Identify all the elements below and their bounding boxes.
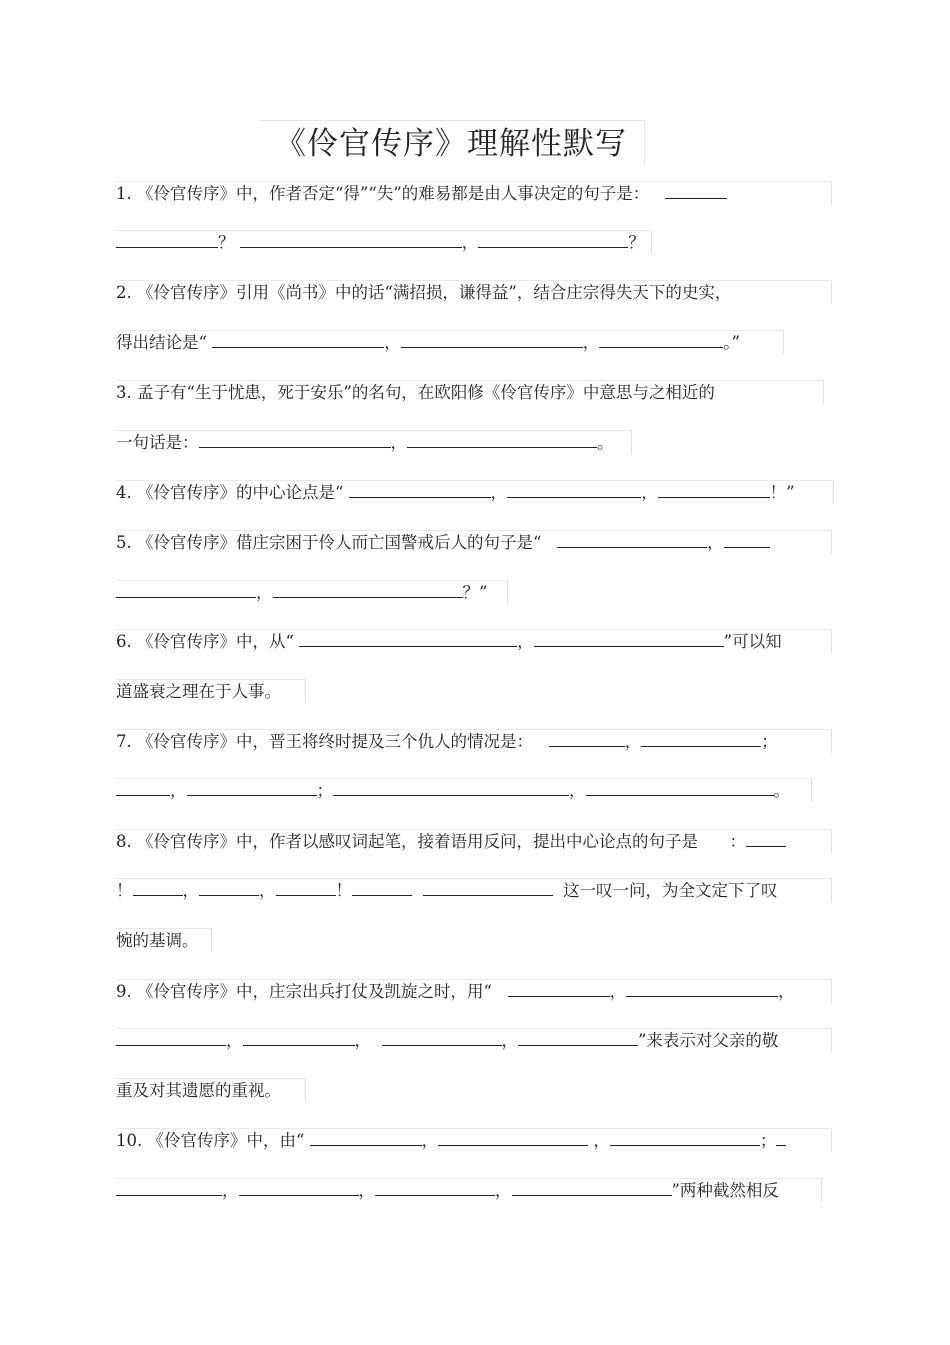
question-text: 得出结论是“ [116, 333, 213, 352]
answer-blank[interactable] [658, 481, 770, 498]
answer-blank[interactable] [508, 980, 610, 997]
answer-blank[interactable] [116, 1179, 222, 1196]
punctuation: 。 [773, 781, 790, 800]
answer-blank[interactable] [212, 331, 384, 348]
punctuation: ； [759, 1131, 777, 1150]
answer-blank[interactable] [133, 879, 183, 896]
answer-blank[interactable] [586, 779, 774, 796]
question-9-line-2 [116, 1028, 832, 1052]
question-text: 7. 《伶官传序》中，晋王将终时提及三个仇人的情况是： [116, 732, 549, 751]
punctuation: ， [624, 732, 642, 751]
answer-blank[interactable] [423, 879, 553, 896]
answer-blank[interactable] [665, 182, 727, 199]
question-text: 5. 《伶官传序》借庄宗困于伶人而亡国警戒后人的句子是“ [116, 533, 558, 552]
punctuation: ， [517, 632, 534, 651]
question-text: ”来表示对父亲的敬 [638, 1031, 779, 1050]
answer-blank[interactable] [273, 581, 463, 598]
punctuation: ， [501, 1031, 518, 1050]
punctuation: ， [569, 781, 586, 800]
punctuation: ， [358, 1181, 375, 1200]
punctuation: ！ [116, 881, 133, 900]
answer-blank[interactable] [518, 1029, 638, 1046]
punctuation: ？” [462, 583, 488, 602]
question-8-line-2 [116, 878, 832, 902]
question-text: 9. 《伶官传序》中，庄宗出兵打仗及凯旋之时，用“ [116, 982, 508, 1001]
answer-blank[interactable] [333, 779, 569, 796]
answer-blank[interactable] [349, 481, 491, 498]
question-10-line-1 [116, 1128, 832, 1152]
question-6-line-2 [116, 679, 306, 703]
answer-blank[interactable] [352, 879, 412, 896]
question-6-line-1 [116, 629, 832, 653]
answer-blank[interactable] [610, 1129, 760, 1146]
answer-blank[interactable] [310, 1129, 422, 1146]
question-5-line-1 [116, 530, 832, 554]
answer-blank[interactable] [557, 531, 707, 548]
punctuation: ， [461, 233, 479, 252]
question-text: 3. 孟子有“生于忧患，死于安乐”的名句，在欧阳修《伶官传序》中意思与之相近的 [116, 383, 715, 402]
punctuation: 。 [597, 433, 614, 452]
answer-blank[interactable] [724, 531, 770, 548]
punctuation: ， [588, 1131, 610, 1150]
answer-blank[interactable] [478, 231, 628, 248]
question-3-line-1 [116, 380, 824, 404]
answer-blank[interactable] [407, 431, 597, 448]
page-title: 《伶官传序》理解性默写 [258, 120, 645, 165]
question-1-line-2 [116, 230, 652, 254]
question-text: ”可以知 [723, 632, 782, 651]
punctuation: ， [707, 533, 724, 552]
punctuation: ？ [628, 233, 645, 252]
punctuation: ， [421, 1131, 439, 1150]
punctuation: ； [316, 781, 333, 800]
question-text: 道盛衰之理在于人事。 [116, 682, 281, 701]
answer-blank[interactable] [641, 730, 761, 747]
question-8-line-1 [116, 829, 832, 853]
answer-blank[interactable] [599, 331, 723, 348]
question-text: 重及对其遗愿的重视。 [116, 1081, 281, 1100]
answer-blank[interactable] [116, 779, 170, 796]
punctuation: ， [182, 881, 199, 900]
question-text: 8. 《伶官传序》中，作者以感叹词起笔，接着语用反问，提出中心论点的句子是 ： [116, 832, 746, 851]
answer-blank[interactable] [116, 581, 256, 598]
question-10-line-2 [116, 1178, 822, 1202]
punctuation: ， [609, 982, 627, 1001]
question-text: 4. 《伶官传序》的中心论点是“ [116, 483, 349, 502]
question-4-line-1 [116, 480, 834, 504]
question-9-line-1 [116, 979, 832, 1003]
punctuation: ， [222, 1181, 239, 1200]
answer-blank[interactable] [401, 331, 583, 348]
question-3-line-2 [116, 430, 632, 454]
punctuation [412, 881, 423, 900]
question-7-line-1 [116, 729, 832, 753]
answer-blank[interactable] [239, 1179, 359, 1196]
question-text: 6. 《伶官传序》中，从“ [116, 632, 300, 651]
answer-blank[interactable] [240, 231, 462, 248]
question-8-line-3 [116, 928, 212, 952]
question-1-line-1 [116, 181, 832, 205]
punctuation: ， [582, 333, 600, 352]
question-2-line-2 [116, 330, 784, 354]
question-text: 1. 《伶官传序》中，作者否定“得”“失”的难易都是由人事决定的句子是： [116, 184, 665, 203]
answer-blank[interactable] [116, 1029, 226, 1046]
question-text: 这一叹一问，为全文定下了叹 [552, 881, 778, 900]
question-text: 惋的基调。 [116, 931, 199, 950]
answer-blank[interactable] [243, 1029, 355, 1046]
punctuation: ， [490, 483, 508, 502]
question-7-line-2 [116, 778, 812, 802]
question-text: ”两种截然相反 [671, 1181, 779, 1200]
question-text: 一句话是： [116, 433, 199, 452]
question-9-line-3 [116, 1078, 306, 1102]
punctuation: ， [641, 483, 658, 502]
punctuation: ； [761, 732, 778, 751]
answer-blank[interactable] [507, 481, 641, 498]
punctuation: ！” [769, 483, 795, 502]
answer-blank[interactable] [375, 1179, 495, 1196]
punctuation: ， [226, 1031, 243, 1050]
answer-blank[interactable] [549, 730, 625, 747]
answer-blank[interactable] [512, 1179, 672, 1196]
answer-blank[interactable] [438, 1129, 588, 1146]
answer-blank[interactable] [187, 779, 317, 796]
punctuation: ， [778, 982, 795, 1001]
punctuation: ， [170, 781, 187, 800]
punctuation: ， [390, 433, 407, 452]
punctuation: ？ [218, 233, 240, 252]
answer-blank[interactable] [299, 630, 517, 647]
answer-blank[interactable] [199, 431, 391, 448]
question-text: 2. 《伶官传序》引用《尚书》中的话“满招损，谦得益”，结合庄宗得失天下的史实， [116, 283, 732, 302]
answer-blank[interactable] [626, 980, 778, 997]
punctuation: ， [259, 881, 276, 900]
answer-blank[interactable] [199, 879, 259, 896]
punctuation: ！ [335, 881, 352, 900]
punctuation: 。” [723, 333, 740, 352]
punctuation: ， [495, 1181, 512, 1200]
punctuation: ， [354, 1031, 382, 1050]
answer-blank[interactable] [746, 830, 786, 847]
answer-blank[interactable] [276, 879, 336, 896]
answer-blank[interactable] [776, 1129, 786, 1146]
answer-blank[interactable] [382, 1029, 502, 1046]
question-text: 10. 《伶官传序》中，由“ [116, 1131, 310, 1150]
punctuation: ， [384, 333, 401, 352]
punctuation: ， [256, 583, 273, 602]
question-2-line-1 [116, 280, 832, 304]
answer-blank[interactable] [534, 630, 724, 647]
answer-blank[interactable] [116, 231, 218, 248]
question-5-line-2 [116, 580, 508, 604]
